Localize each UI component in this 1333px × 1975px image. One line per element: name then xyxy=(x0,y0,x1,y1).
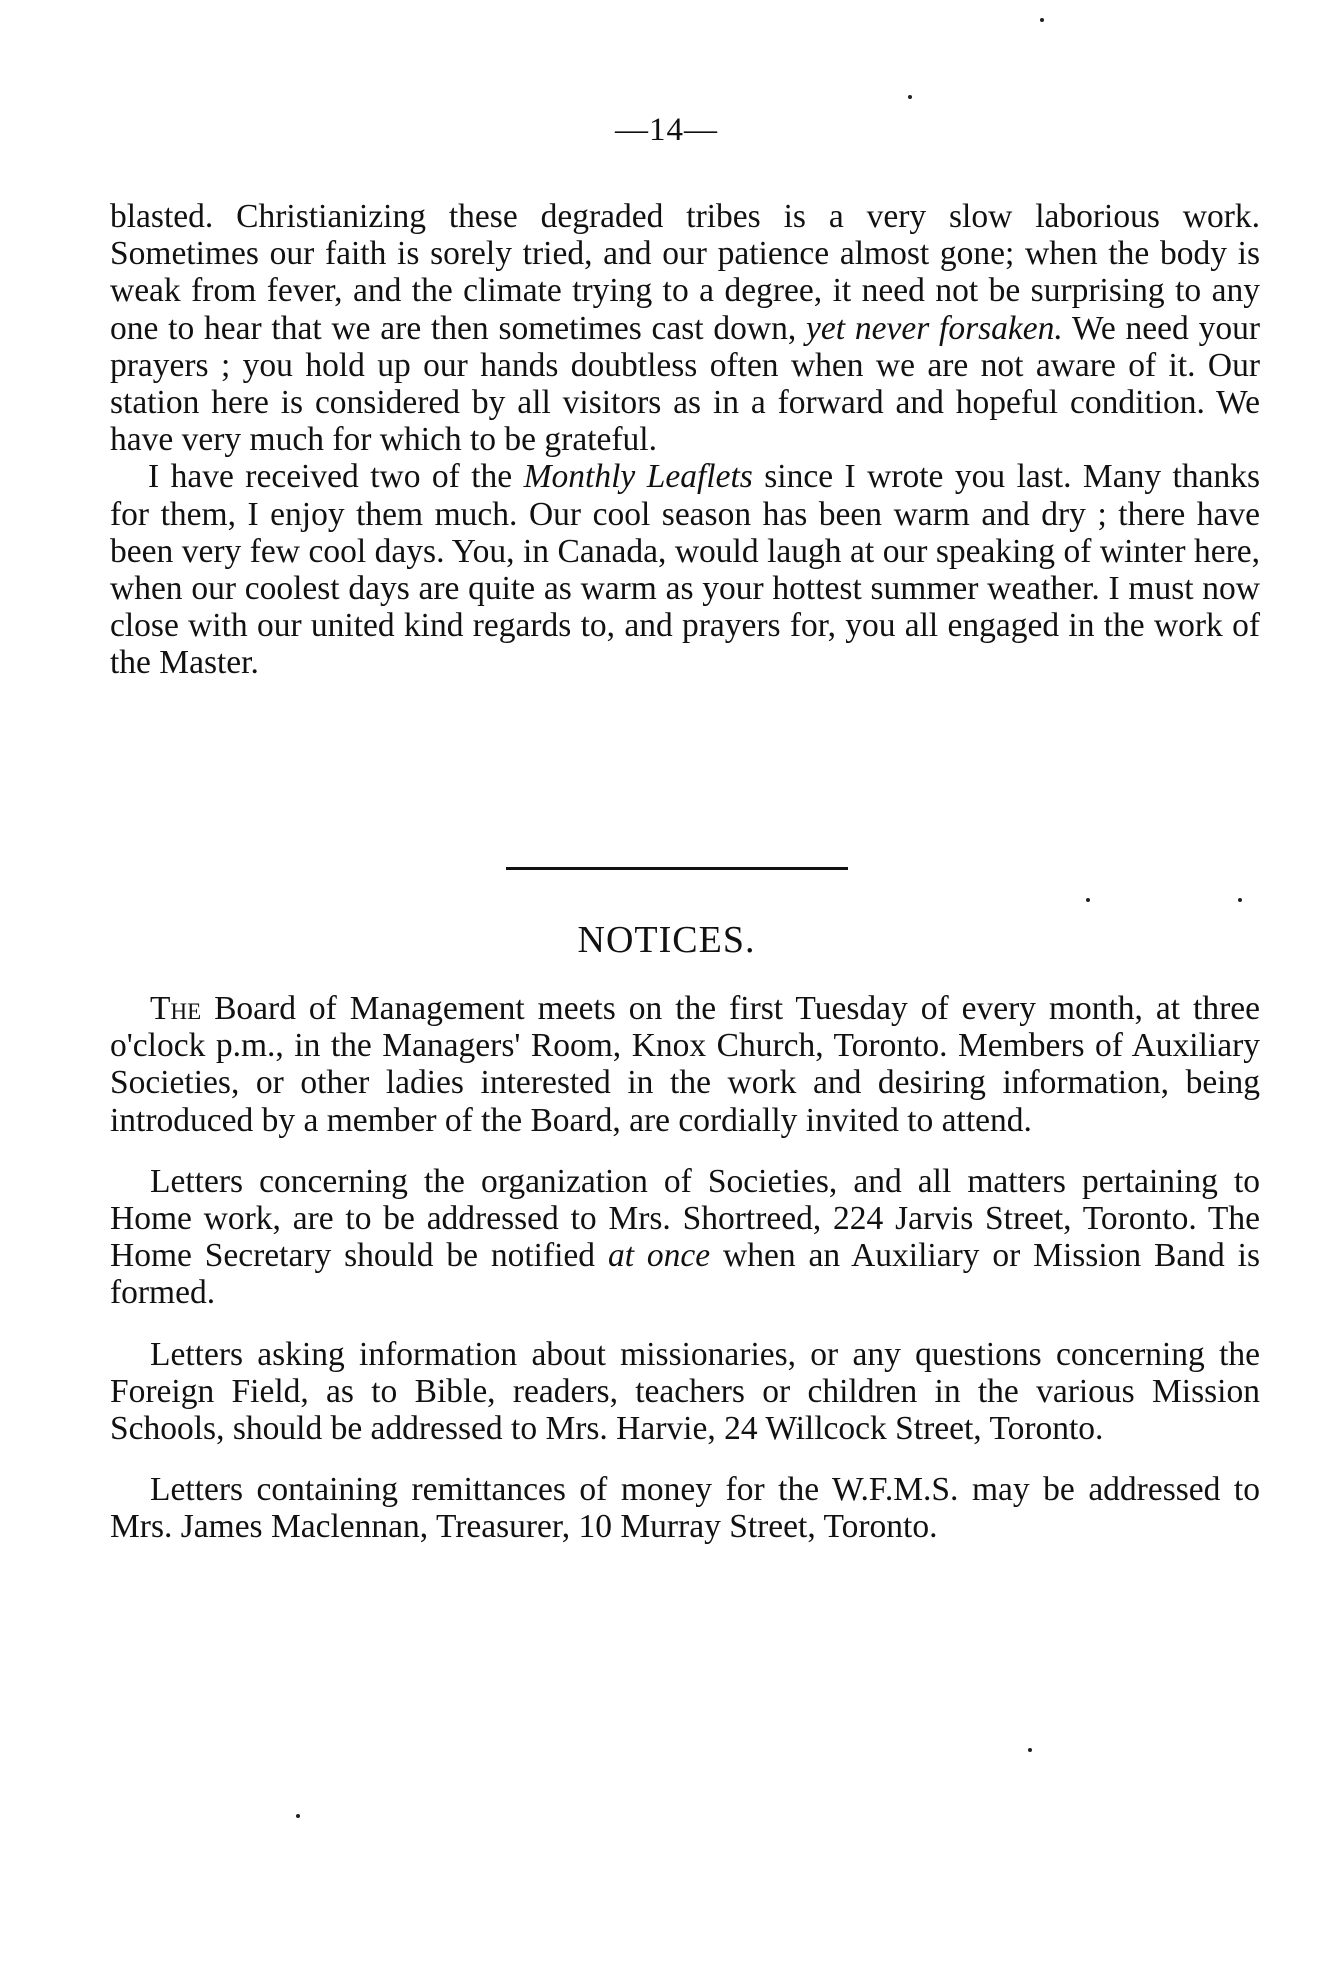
print-speck xyxy=(908,95,912,99)
letter-continuation xyxy=(110,198,1260,682)
letter-paragraph-2 xyxy=(110,458,1260,681)
notice-remittances-text: Letters containing remittances of money for the W.F.M.S. may be addressed to Mrs. James Maclennan, Treasurer, 10 Murray Street, Toronto. xyxy=(110,1471,1260,1546)
letter-paragraph-1-emphasis: yet never forsaken. xyxy=(806,309,1063,347)
letter-paragraph-2-text-before: I have received two of the xyxy=(148,458,524,496)
notice-home-work-emphasis: at once xyxy=(607,1237,711,1275)
section-divider xyxy=(506,867,848,870)
notices-section xyxy=(110,990,1260,1570)
notices-heading: NOTICES. xyxy=(577,919,756,961)
notice-foreign-field xyxy=(110,1336,1260,1448)
notice-board-meeting xyxy=(110,990,1260,1139)
notice-remittances xyxy=(110,1471,1260,1545)
print-speck xyxy=(296,1814,300,1818)
print-speck xyxy=(1040,18,1044,22)
print-speck xyxy=(1238,898,1242,902)
print-speck xyxy=(1028,1748,1032,1752)
page-number: —14— xyxy=(615,112,718,148)
print-speck xyxy=(1086,898,1090,902)
notice-foreign-field-text: Letters asking information about missionaries, or any questions concerning the Foreign Field, as to Bible, readers, teachers or children in the various Mission Schools, should be addressed to Mrs. Harvie, 24 Willcock Street, Toronto. xyxy=(110,1335,1260,1448)
letter-paragraph-1-text-after: We need your prayers ; you hold up our hands doubtless often when we are not aware of it. Our station here is considered by all visitors as in a forward and hopeful condition. We have very much for which to be grateful. xyxy=(110,309,1260,459)
notice-board-meeting-text: Board of Management meets on the first Tuesday of every month, at three o'clock p.m., in the Managers' Room, Knox Church, Toronto. Members of Auxiliary Societies, or other ladies interested in the work and desiring information, being introduced by a member of the Board, are cordially invited to attend. xyxy=(110,990,1260,1139)
letter-paragraph-2-emphasis: Monthly Leaflets xyxy=(523,458,753,496)
letter-paragraph-1-text: blasted. Christianizing these degraded tribes is a very slow laborious work. Sometimes our faith is sorely tried, and our patience almost gone; when the body is weak from fever, and the climate trying to a degree, it need not be surprising to any one to hear that we are then sometimes cast down, xyxy=(110,198,1260,347)
letter-paragraph-2-text-after: since I wrote you last. Many thanks for them, I enjoy them much. Our cool season has been warm and dry ; there have been very few cool days. You, in Canada, would laugh at our speaking of winter here, when our coolest days are quite as warm as your hottest summer weather. I must now close with our united kind regards to, and prayers for, you all engaged in the work of the Master. xyxy=(110,458,1261,682)
notice-board-meeting-lead: The xyxy=(150,990,202,1027)
notice-home-work-text-before: Letters concerning the organization of Societies, and all matters pertaining to Home work, are to be addressed to Mrs. Shortreed, 224 Jarvis Street, Toronto. The Home Secretary should be notified xyxy=(110,1162,1260,1275)
letter-paragraph-1 xyxy=(110,198,1260,458)
notice-home-work xyxy=(110,1163,1260,1312)
notice-home-work-text-after: when an Auxiliary or Mission Band is formed. xyxy=(110,1237,1260,1312)
